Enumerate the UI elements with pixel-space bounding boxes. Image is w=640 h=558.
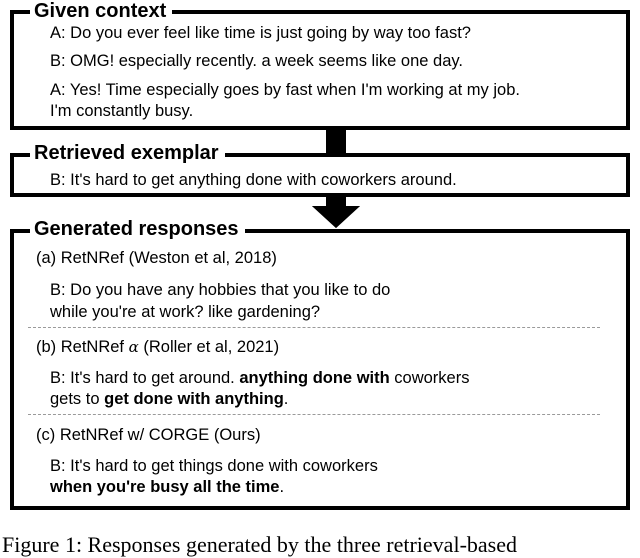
generated-responses-title: Generated responses (30, 218, 245, 240)
text-span: . (283, 390, 289, 408)
down-arrow-icon (312, 206, 360, 228)
bold-span: when you're busy all the time (50, 478, 280, 496)
response-b-line (50, 389, 288, 409)
response-label-b (36, 337, 279, 357)
exemplar-line: B: It's hard to get anything done with coworkers around. (50, 171, 457, 189)
response-c-line: B: It's hard to get things done with coworkers (50, 457, 378, 475)
divider (28, 414, 600, 415)
figure-caption: Figure 1: Responses generated by the three retrieval-based (2, 532, 517, 557)
context-line: A: Do you ever feel like time is just going by way too fast? (50, 24, 471, 42)
response-b-line (50, 368, 469, 388)
flow-connector (326, 128, 346, 156)
text-span: B: It's hard to get around. (50, 369, 240, 387)
context-line: B: OMG! especially recently. a week seems like one day. (50, 52, 463, 70)
response-a-line: while you're at work? like gardening? (50, 303, 321, 321)
alpha-symbol: α (128, 338, 139, 356)
response-a-line: B: Do you have any hobbies that you like to do (50, 281, 391, 299)
bold-span: anything done with (239, 369, 390, 387)
response-label-b-suffix: (Roller et al, 2021) (143, 338, 280, 356)
text-span: gets to (50, 390, 105, 408)
bold-span: get done with anything (104, 390, 284, 408)
text-span: coworkers (389, 369, 470, 387)
response-label-a: (a) RetNRef (Weston et al, 2018) (36, 249, 277, 267)
response-c-line (50, 477, 284, 497)
response-label-b-prefix: (b) RetNRef (36, 338, 125, 356)
text-span: . (279, 478, 285, 496)
context-line: I'm constantly busy. (50, 102, 194, 120)
given-context-title: Given context (30, 0, 172, 22)
response-label-c: (c) RetNRef w/ CORGE (Ours) (36, 426, 261, 444)
context-line: A: Yes! Time especially goes by fast when I'm working at my job. (50, 81, 520, 99)
divider (28, 327, 600, 328)
retrieved-exemplar-title: Retrieved exemplar (30, 142, 225, 164)
